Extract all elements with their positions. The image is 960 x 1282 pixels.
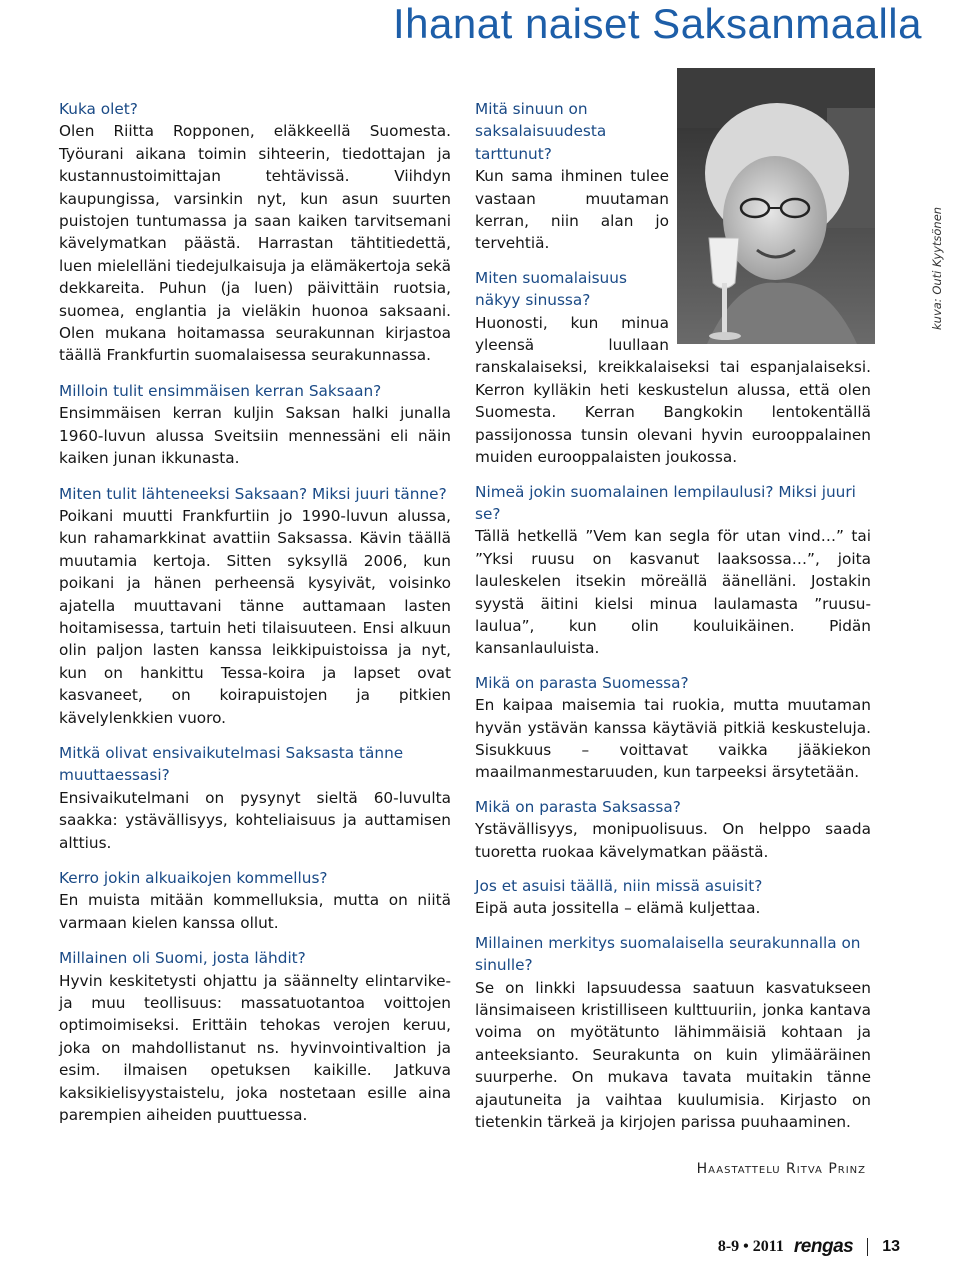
question: Mikä on parasta Suomessa? [475,673,689,692]
answer: Eipä auta jossitella – elämä kuljettaa. [475,899,761,918]
question: Jos et asuisi täällä, niin missä asuisit? [475,877,763,895]
page-number: 13 [882,1238,900,1255]
answer: Olen Riitta Ropponen, eläkkeellä Suomesta. Työurani aikana toimin sihteerin, tiedottajan ja kustannustoimittajan tehtävissä. Viihdyn kaupungissa, varsinkin nyt, kun asun suurten puistojen tuntumassa ja saan kaiken tarvitsemani kävelymatkan päästä. Harrastan tähtitiedettä, luen mielelläni tiedejulkaisuja ja elämäkertoja sekä dekkareita. Puhun (ja luen) päivittäin ruotsia, suomea, englantia ja vieläkin huonoa saksaani. Olen mukana hoitamassa seurakunnan kirjastoa täällä Frankfurtin suomalaisessa seurakunnassa. [59,122,451,365]
question: Milloin tulit ensimmäisen kerran Saksaan? [59,381,382,400]
answer: En muista mitään kommelluksia, mutta on niitä varmaan kielen kanssa ollut. [59,891,451,932]
issue-number: 8-9 • 2011 [717,1238,784,1255]
page-footer [718,1232,900,1262]
question: Millainen oli Suomi, josta lähdit? [59,949,306,968]
answer: Tällä hetkellä ”Vem kan segla för utan vind…” tai ”Yksi ruusu on kasvanut laaksossa…”, joita lauleskelen itsekin möreällä äänelläni. Jostakin syystä äitini kielsi minua laulamasta ”ruusu-laulua”, kun olin kouluikäinen. Pidän kansanlauluista. [475,527,871,658]
question: Kerro jokin alkuaikojen kommellus? [59,869,328,887]
question: Miten tulit lähteneeksi Saksaan? Miksi juuri tänne? [59,484,447,503]
question: Nimeä jokin suomalainen lempilaulusi? Miksi juuri se? [475,482,856,523]
byline: Haastattelu Ritva Prinz [696,1161,866,1177]
answer: Ensimmäisen kerran kuljin Saksan halki junalla 1960-luvun alussa Sveitsiin mennessäni eli näin kaiken junan ikkunasta. [59,404,451,468]
answer: Poikani muutti Frankfurtiin jo 1990-luvun alussa, kun rahamarkkinat avattiin Saksassa. Kävin täällä muutamia kertoja. Sitten syksyllä 2006, kun poikani ja hänen perheensä kysyivät, voisinko ajatella muuttavani tänne auttamaan lasten hoitamisessa, tartuin heti tilaisuuteen. Ensi alkuun olin paljon lasten kanssa leikkipuistoissa ja nyt, kun on hankittu Tessa-koira ja lapset ovat kasvaneet, on koirapuistojen ja pitkien kävelylenkkien vuoro. [59,506,451,727]
footer-divider [867,1238,868,1256]
right-column [475,98,871,1145]
answer: Hyvin keskitetysti ohjattu ja säännelty elintarvike- ja muu teollisuus: massatuotantoa voittojen optimoimiseksi. Erittäin tehokas verojen keruu, joka on mahdollistanut ns. hyvinvointivaltion ja esim. ilmaisen opetuksen kaikille. Jatkuva kaksikielisyystaistelu, joka nostetaan esille aina parempien aiheiden puuttuessa. [59,971,451,1125]
portrait-image [677,68,875,344]
brand-logo: rengas [793,1236,854,1257]
question: Miten suomalaisuus näkyy sinussa? [475,268,627,310]
article-title: Ihanat naiset Saksanmaalla [393,0,922,47]
answer: En kaipaa maisemia tai ruokia, mutta muutaman hyvän ystävän kanssa käytäviä pitkiä keskusteluja. Sisukkuus – voittavat vaikka jääkiekon maailmanmestaruuden, kun tarpeeksi ärsytetään. [475,696,871,782]
answer: Huonosti, kun minua yleensä luullaan ranskalaiseksi, kreikkalaiseksi tai espanjalaiseksi. Kerron kylläkin heti keskustelun alussa, että olen Suomesta. Kerran Bangkokin lentokentällä passijonossa tunsin olevani hyvin eurooppalainen muiden eurooppalaisten joukossa. [475,313,871,467]
portrait-photo [677,68,875,344]
question: Kuka olet? [59,100,138,118]
answer: Kun sama ihminen tulee vastaan muutaman kerran, niin alan jo tervehtiä. [475,167,669,253]
photo-credit: kuva: Outi Kyytsönen [930,206,944,330]
question: Mitkä olivat ensivaikutelmasi Saksasta tänne muuttaessasi? [59,743,404,785]
left-column [59,98,451,1139]
question: Millainen merkitys suomalaisella seurakunnalla on sinulle? [475,933,861,975]
question: Mikä on parasta Saksassa? [475,797,681,816]
answer: Ensivaikutelmani on pysynyt sieltä 60-luvulta saakka: ystävällisyys, kohteliaisuus ja auttamisen alttius. [59,788,451,852]
answer: Se on linkki lapsuudessa saatuun kasvatukseen länsimaiseen kristilliseen kulttuuriin, jonka kantava voima on myötätunto lähimmäisiä kohtaan ja anteeksianto. Seurakunta on kuin ylimääräinen suurperhe. On mukava tavata muitakin tänne ajautuneita ja vaihtaa kuulumisia. Kirjasto on tietenkin tärkeä ja kirjojen parissa puuhaaminen. [475,978,871,1132]
question: Mitä sinuun on saksalaisuudesta tarttunut? [475,100,607,163]
answer: Ystävällisyys, monipuolisuus. On helppo saada tuoretta ruokaa kävelymatkan päästä. [475,820,871,861]
